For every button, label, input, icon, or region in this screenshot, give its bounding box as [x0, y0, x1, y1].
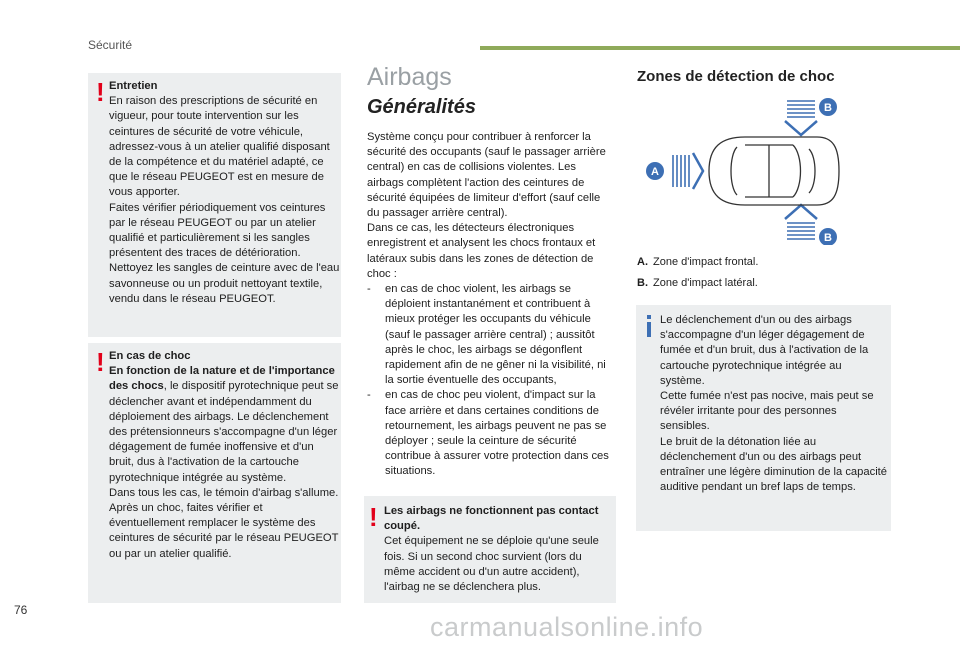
ignition-off-text — [384, 504, 614, 595]
dash-bullet: - — [367, 283, 371, 296]
frontal-impact-arrows — [673, 153, 703, 189]
lateral-impact-arrows-bottom — [785, 205, 817, 239]
crash-warning-box — [88, 343, 341, 603]
diagram-legend — [637, 254, 897, 296]
impact-zones-diagram — [645, 95, 845, 245]
dash-bullet: - — [367, 389, 371, 402]
smoke-info-paragraph-3: Le bruit de la détonation liée au déclenchement d'un ou des airbags peut entraîner une légère diminution de la capacité auditive pendant un bref laps de temps. — [660, 435, 888, 494]
crash-bold-lead: En fonction de la nature et de l'importance des chocs — [109, 365, 335, 393]
maintenance-paragraph-2: Faites vérifier périodiquement vos ceintures par le réseau PEUGEOT ou par un atelier qualifié et particulièrement si les sangles présentent des traces de détérioration. — [109, 201, 326, 260]
list-item — [367, 388, 612, 479]
maintenance-paragraph-1: En raison des prescriptions de sécurité en vigueur, pour toute intervention sur les ceintures de sécurité de votre véhicule, adressez-vous à un atelier qualifié disposant de la compétence et du matériel adapté, ce que le réseau PEUGEOT est en mesure de vous apporter. — [109, 95, 330, 199]
smoke-info-paragraph-2: Cette fumée n'est pas nocive, mais peut se révéler irritante pour des personnes sensibles. — [660, 390, 874, 433]
general-paragraph-2: Dans ce cas, les détecteurs électroniques enregistrent et analysent les chocs frontaux et latéraux subis dans les zones de détection de choc : — [367, 222, 596, 280]
svg-text:B: B — [824, 232, 832, 244]
maintenance-paragraph-3: Nettoyez les sangles de ceinture avec de l'eau savonneuse ou un produit nettoyant textile, vendu dans le réseau PEUGEOT. — [109, 262, 340, 305]
exclamation-icon: ! — [96, 347, 105, 377]
page-number: 76 — [14, 603, 28, 617]
page-title: Airbags — [367, 63, 452, 91]
smoke-info-box — [636, 305, 891, 531]
list-item — [367, 282, 612, 388]
maintenance-warning-box — [88, 73, 341, 337]
svg-text:A: A — [651, 166, 659, 178]
info-icon — [644, 315, 654, 337]
crash-paragraph-3: Après un choc, faites vérifier et éventuellement remplacer le système des ceintures de sécurité par le réseau PEUGEOT ou par un atelier qualifié. — [109, 502, 339, 560]
svg-text:B: B — [824, 102, 832, 114]
crash-title: En cas de choc — [109, 350, 191, 362]
car-top-view — [709, 137, 839, 205]
crash-text — [109, 349, 341, 562]
legend-item: B. Zone d'impact latéral. — [637, 277, 758, 289]
smoke-info-text — [660, 313, 888, 495]
general-paragraph-1: Système conçu pour contribuer à renforcer la sécurité des occupants (sauf le passager arrière central) en cas de collisions violentes. Les airbags complètent l'action des ceintures de sécurité équipées de limiteur d'effort (sauf celle du passager arrière central). — [367, 131, 606, 220]
zone-label-a — [646, 162, 664, 180]
section-accent-bar — [480, 46, 960, 50]
section-header: Sécurité — [88, 38, 133, 52]
ignition-off-paragraph: Cet équipement ne se déploie qu'une seule fois. Si un second choc survient (lors du même accident ou d'un autre accident), l'airbag ne se déclenchera plus. — [384, 535, 599, 594]
lateral-impact-arrows-top — [785, 101, 817, 135]
zones-title: Zones de détection de choc — [637, 68, 835, 85]
zone-label-b-top — [819, 98, 837, 116]
maintenance-title: Entretien — [109, 80, 158, 92]
general-body — [367, 130, 612, 480]
watermark: carmanualsonline.info — [430, 612, 704, 642]
zone-label-b-bottom — [819, 228, 837, 245]
ignition-off-title: Les airbags ne fonctionnent pas contact coupé. — [384, 505, 599, 533]
maintenance-text — [109, 79, 341, 307]
crash-paragraph-2: Dans tous les cas, le témoin d'airbag s'allume. — [109, 486, 339, 499]
ignition-off-warning-box — [364, 496, 616, 603]
exclamation-icon: ! — [96, 77, 105, 107]
smoke-info-paragraph-1: Le déclenchement d'un ou des airbags s'accompagne d'un léger dégagement de fumée et d'un bruit, dus à l'activation de la cartouche pyrotechnique intégrée au système. — [660, 314, 869, 387]
section-subtitle: Généralités — [367, 96, 476, 118]
list-item-text: en cas de choc violent, les airbags se déploient instantanément et contribuent à mieux protéger les occupants du véhicule (sauf le passager arrière central) ; aussitôt après le choc, les airbags se dégonflent rapidement afin de ne gêner ni la visibilité, ni la sortie éventuelle des occupants, — [385, 283, 606, 387]
crash-paragraph-1: , le dispositif pyrotechnique peut se déclencher avant et indépendamment du déploiement des airbags. Le déclenchement des prétensionneurs s'accompagne d'un léger dégagement de fumée inoffensive et d'un bruit, dus à l'activation de la cartouche pyrotechnique intégrée au système. — [109, 380, 339, 484]
legend-item: A. Zone d'impact frontal. — [637, 256, 759, 268]
exclamation-icon: ! — [369, 502, 378, 532]
list-item-text: en cas de choc peu violent, d'impact sur la face arrière et dans certaines conditions de retournement, les airbags peuvent ne pas se déployer ; seule la ceinture de sécurité contribue à assurer votre protection dans ces situations. — [385, 389, 609, 478]
